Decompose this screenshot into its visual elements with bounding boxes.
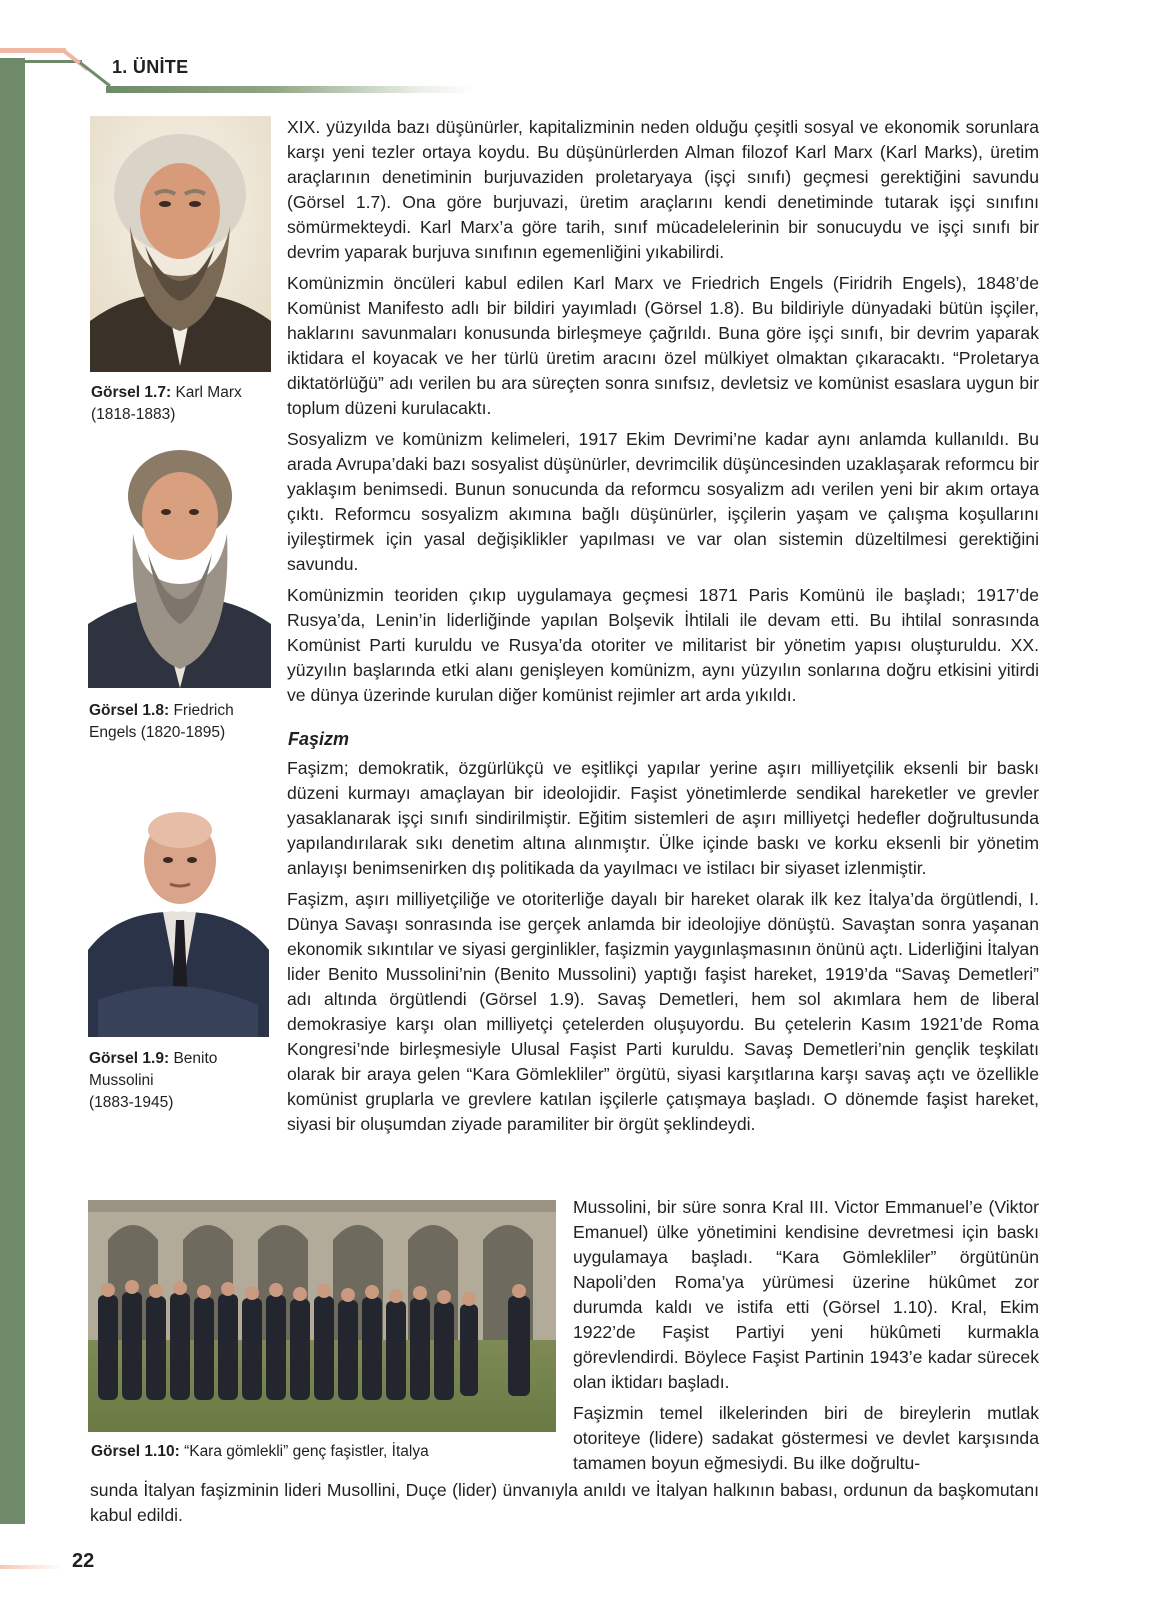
caption-label: Görsel 1.8: <box>89 702 170 719</box>
paragraph-king: Mussolini, bir süre sonra Kral III. Victor Emmanuel’e (Viktor Emanuel) ülke yönetimini kendisine devretmesi için baskı uygulamaya başladı. “Kara Gömlekliler” örgütünün Napoli’den Roma’ya yürümesi üzerine hükûmet zor durumda kaldı ve istifa etti (Görsel 1.10). Kral, Ekim 1922’de Faşist Partiyi yeni hükûmeti kurmakla görevlendirdi. Böylece Faşist Partinin 1943’e kadar sürecek olan iktidarı başladı. <box>573 1197 1039 1392</box>
page-number: 22 <box>72 1550 95 1572</box>
caption-text: Karl Marx <box>175 384 242 401</box>
main-text-upper <box>287 115 1039 714</box>
main-text-bottom <box>90 1478 1039 1528</box>
blackshirts-caption <box>91 1441 561 1463</box>
caption-label: Görsel 1.7: <box>91 384 172 401</box>
marx-caption <box>91 382 291 426</box>
marx-portrait <box>90 116 271 372</box>
caption-label: Görsel 1.10: <box>91 1443 180 1460</box>
caption-text-2: Mussolini <box>89 1072 154 1089</box>
caption-text: “Kara gömlekli” genç faşistler, İtalya <box>184 1443 429 1460</box>
header-accent-line <box>0 48 66 53</box>
paragraph-manifesto: Komünizmin öncüleri kabul edilen Karl Marx ve Friedrich Engels (Firidrih Engels), 1848’de Komünist Manifesto adlı bir bildiri yayımladı (Görsel 1.8). Bu bildiriyle dünyadaki bütün işçiler, haklarını savunmaları konusunda birleşmeye çağrıldı. Buna göre işçi sınıfı, bir devrim yaparak iktidara el koyacak ve her türlü üretim aracını özel mülkiyet olmaktan çıkaracaktı. “Proletarya diktatörlüğü” adı verilen bu ara süreçten sonra sınıfsız, devletsiz ve komünist esaslara uygun bir toplum düzeni kurulacaktı. <box>287 273 1039 418</box>
engels-portrait <box>88 434 271 688</box>
mussolini-portrait <box>88 800 269 1037</box>
mussolini-caption <box>89 1048 289 1114</box>
caption-text: Benito <box>173 1050 218 1067</box>
main-text-right-column <box>573 1195 1039 1476</box>
paragraph-loyalty-start: Faşizmin temel ilkelerinden biri de bireylerin mutlak otoriteye (lidere) sadakat göstermesi ve devlet karşısında tamamen boyun eğmesiydi. Bu ilke doğrultu- <box>573 1403 1039 1473</box>
engels-caption <box>89 700 289 744</box>
paragraph-communism-practice: Komünizmin teoriden çıkıp uygulamaya geçmesi 1871 Paris Komünü ile başladı; 1917’de Rusya’da, Lenin’in liderliğinde yapılan Bolşevik İhtilali ile devam etti. Bu ihtilal sonrasında Komünist Parti kuruldu ve Rusya’da otoriter ve militarist bir yönetim yapısı oluşturuldu. XX. yüzyılın başlarında etki alanı genişleyen komünizm, aynı yüzyılın sonlarına doğru etkisini yitirdi ve dünya üzerinde kurulan diğer komünist rejimler art arda yıkıldı. <box>287 585 1039 705</box>
unit-title: 1. ÜNİTE <box>112 57 189 77</box>
header-accent-line-green <box>0 60 82 63</box>
paragraph-loyalty-end: sunda İtalyan faşizminin lideri Musollini, Duçe (lider) ünvanıyla anıldı ve İtalyan halkının babası, ordunun da başkomutanı kabul edildi. <box>90 1480 1039 1525</box>
caption-text: Friedrich <box>173 702 234 719</box>
main-text-fascism <box>287 756 1039 1143</box>
paragraph-fascism-italy: Faşizm, aşırı milliyetçiliğe ve otoriterliğe dayalı bir hareket olarak ilk kez İtalya’da örgütlendi, I. Dünya Savaşı sonrasında ise gerçek anlamda bir ideolojiye dönüştü. Savaştan sonra yaşanan ekonomik sıkıntılar ve siyasi gerginlikler, faşizmin yaygınlaşmasının önünü açtı. Liderliğini İtalyan lider Benito Mussolini’nin (Benito Mussolini) yaptığı faşist hareket, 1919’da “Savaş Demetleri” adı altında örgütlendi (Görsel 1.9). Savaş Demetleri, hem sol akımlara hem de liberal demokrasiye karşı olan milliyetçi çetelerden oluşuyordu. Bu çetelerin Kasım 1921’de Roma Kongresi’nde birleşmesiyle Ulusal Faşist Parti kuruldu. Savaş Demetleri’nin gençlik teşkilatı olarak bir araya gelen “Kara Gömlekliler” örgütü, siyasi karşıtlarına karşı savaş açtı ve özellikle komünist gruplarla ve grevlere katılan işçilerle çatışmaya başladı. O dönemde faşist hareket, siyasi bir oluşumdan ziyade paramiliter bir örgüt şeklindeydi. <box>287 889 1039 1134</box>
paragraph-marx: XIX. yüzyılda bazı düşünürler, kapitalizminin neden olduğu çeşitli sosyal ve ekonomik sorunlara karşı yeni tezler ortaya koydu. Bu düşünürlerden Alman filozof Karl Marx (Karl Marks), üretim araçlarının denetiminin burjuvaziden proletaryaya (işçi sınıfı) geçmesi gerektiğini savundu (Görsel 1.7). Ona göre burjuvazi, üretim araçlarını kendi denetiminde tutarak işçi sınıfını sömürmekteydi. Karl Marx’a göre tarih, sınıf mücadelelerinin bir sonucuydu ve işçi sınıfı bir devrim yaparak burjuva sınıfının egemenliğini yıkabilirdi. <box>287 117 1039 262</box>
caption-label: Görsel 1.9: <box>89 1050 170 1067</box>
left-margin-bar <box>0 58 25 1524</box>
caption-years: (1883-1945) <box>89 1094 174 1111</box>
paragraph-socialism: Sosyalizm ve komünizm kelimeleri, 1917 Ekim Devrimi’ne kadar aynı anlamda kullanıldı. Bu arada Avrupa’daki bazı sosyalist düşünürler, devrimcilik düşüncesinden uzaklaşarak reformcu bir yaklaşım benimsedi. Bunun sonucunda da reformcu sosyalizm adı verilen yeni bir akım ortaya çıktı. Reformcu sosyalizm akımına bağlı düşünürler, işçilerin yaşam ve çalışma koşullarını iyileştirmek için yasal değişiklikler yapılması ve var olan sistemin düzeltilmesi gerektiğini savundu. <box>287 429 1039 574</box>
section-heading-fascism: Faşizm <box>288 729 350 749</box>
header-accent-slant-green <box>79 61 111 87</box>
footer-accent-line <box>0 1565 62 1569</box>
header-underline <box>106 86 474 93</box>
blackshirts-photo <box>88 1200 556 1432</box>
paragraph-fascism-definition: Faşizm; demokratik, özgürlükçü ve eşitlikçi yapılar yerine aşırı milliyetçilik eksenli bir baskı düzeni kurmayı amaçlayan bir ideolojidir. Faşist yönetimlerde sendikal hareketler ve grevler yasaklanarak işçi sınıfı sindirilmiştir. Eğitim sistemleri de aşırı milliyetçi hedefler doğrultusunda yapılandırılarak sıkı denetim altına alınmıştır. Ülke içinde baskı ve korku eksenli bir yönetim anlayışı benimsenirken dış politikada da yayılmacı ve istilacı bir siyaset izlenmiştir. <box>287 758 1039 878</box>
caption-text-2: Engels (1820-1895) <box>89 724 226 741</box>
caption-years: (1818-1883) <box>91 406 176 423</box>
